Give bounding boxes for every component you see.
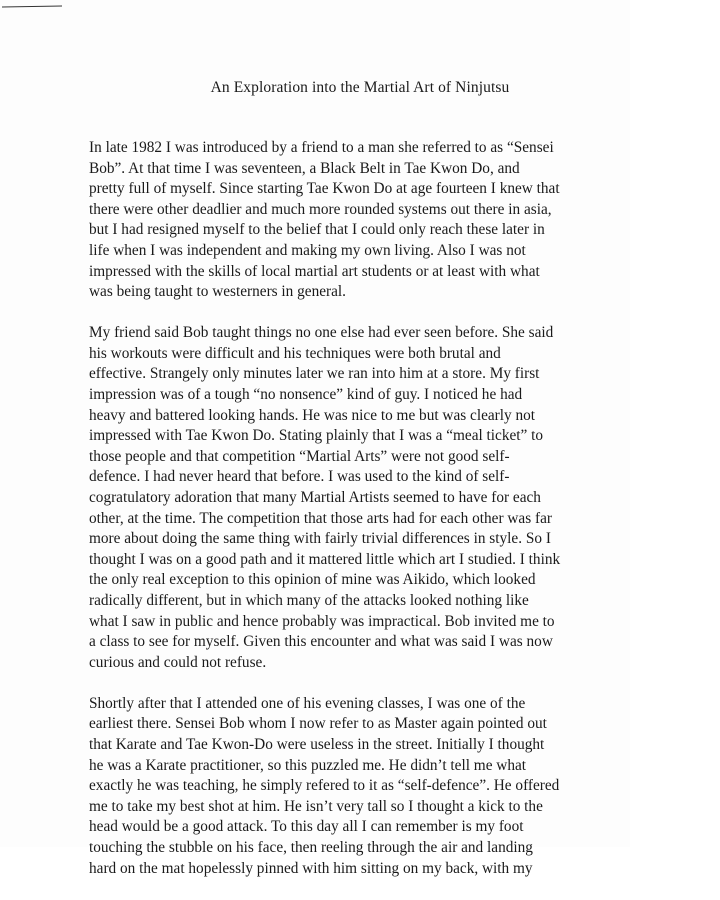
text-line: impressed with Tae Kwon Do. Stating plainly that I was a “meal ticket” to [89,427,544,445]
text-line: defence. I had never heard that before. I was used to the kind of self- [89,468,510,486]
text-line: the only real exception to this opinion of mine was Aikido, which looked [89,571,536,589]
text-line: earliest there. Sensei Bob whom I now refer to as Master again pointed out [89,715,547,733]
text-line: he was a Karate practitioner, so this puzzled me. He didn’t tell me what [89,756,527,774]
text-line: effective. Strangely only minutes later we ran into him at a store. My first [89,365,540,383]
paragraph-3 [89,694,634,879]
text-line: curious and could not refuse. [89,653,267,671]
paragraph-1 [89,138,634,303]
document-body [89,138,634,900]
text-line: but I had resigned myself to the belief that I could only reach these later in [89,221,545,239]
text-line: impression was of a tough “no nonsence” kind of guy. I noticed he had [89,386,523,404]
text-line: hard on the mat hopelessly pinned with him sitting on my back, with my [89,859,533,877]
text-line: Shortly after that I attended one of his evening classes, I was one of the [89,694,526,712]
text-line: life when I was independent and making my own living. Also I was not [89,241,526,259]
text-line: Bob”. At that time I was seventeen, a Black Belt in Tae Kwon Do, and [89,159,520,177]
document-title: An Exploration into the Martial Art of Ninjutsu [210,79,510,96]
text-line: cogratulatory adoration that many Martial Artists seemed to have for each [89,489,541,506]
text-line: head would be a good attack. To this day all I can remember is my foot [89,818,524,836]
text-line: impressed with the skills of local martial art students or at least with what [89,262,540,280]
text-line: those people and that competition “Martial Arts” were not good self- [89,447,510,465]
text-line: pretty full of myself. Since starting Tae Kwon Do at age fourteen I knew that [89,180,560,198]
text-line: a class to see for myself. Given this encounter and what was said I was now [89,633,553,651]
text-line: that Karate and Tae Kwon-Do were useless in the street. Initially I thought [89,736,545,754]
scan-mark [2,5,62,7]
text-line: My friend said Bob taught things no one else had ever seen before. She said [89,324,554,342]
text-line: thought I was on a good path and it mattered little which art I studied. I think [89,550,561,568]
text-line: was being taught to westerners in general. [89,283,346,301]
text-line: his workouts were difficult and his techniques were both brutal and [89,344,501,362]
text-line: radically different, but in which many of the attacks looked nothing like [89,591,529,609]
text-line: there were other deadlier and much more rounded systems out there in asia, [89,200,552,218]
paragraph-2 [89,323,634,673]
text-line: me to take my best shot at him. He isn’t very tall so I thought a kick to the [89,797,543,815]
text-line: heavy and battered looking hands. He was nice to me but was clearly not [89,406,536,424]
text-line: more about doing the same thing with fairly trivial differences in style. So I [89,530,551,548]
text-line: other, at the time. The competition that those arts had for each other was far [89,509,552,527]
text-line: In late 1982 I was introduced by a friend to a man she referred to as “Sensei [89,139,554,156]
text-line: what I saw in public and hence probably was impractical. Bob invited me to [89,612,555,630]
text-line: touching the stubble on his face, then reeling through the air and landing [89,839,533,856]
text-line: exactly he was teaching, he simply refered to it as “self-defence”. He offered [89,777,560,795]
